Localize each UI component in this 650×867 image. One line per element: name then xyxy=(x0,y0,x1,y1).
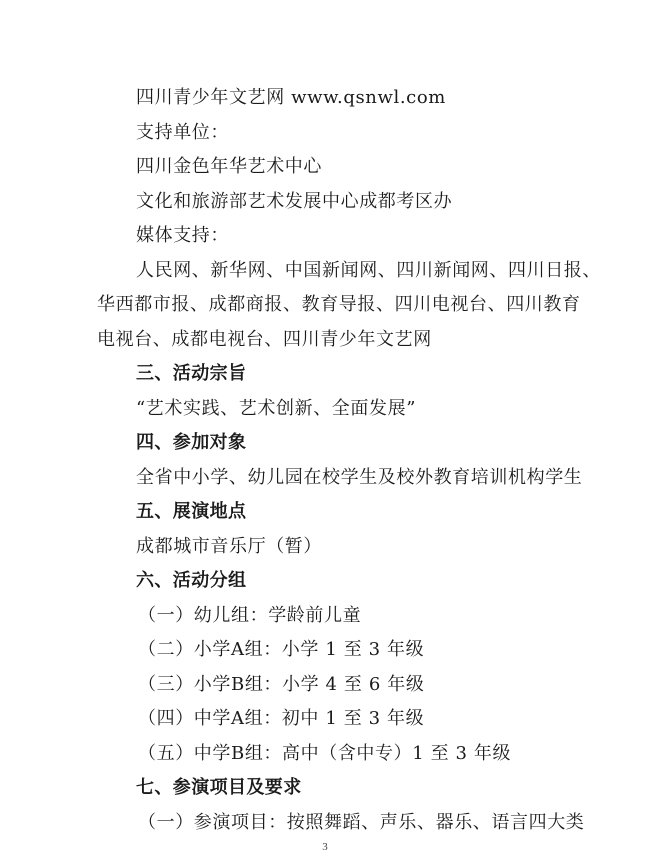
group-item-2: （二）小学A组：小学 1 至 3 年级 xyxy=(138,639,425,660)
media-list-line-3: 电视台、成都电视台、四川青少年文艺网 xyxy=(97,329,432,350)
group-item-5: （五）中学B组：高中（含中专）1 至 3 年级 xyxy=(138,743,512,764)
group-item-4: （四）中学A组：初中 1 至 3 年级 xyxy=(138,708,425,729)
group-item-1: （一）幼儿组：学龄前儿童 xyxy=(138,605,362,626)
participants-text: 全省中小学、幼儿园在校学生及校外教育培训机构学生 xyxy=(136,467,583,488)
section-heading-participants: 四、参加对象 xyxy=(136,432,247,453)
media-list-line-1: 人民网、新华网、中国新闻网、四川新闻网、四川日报、 xyxy=(136,260,601,281)
support-units-label: 支持单位： xyxy=(136,122,229,143)
section-heading-venue: 五、展演地点 xyxy=(136,501,247,522)
group-item-3: （三）小学B组：小学 4 至 6 年级 xyxy=(138,674,425,695)
support-unit-2: 文化和旅游部艺术发展中心成都考区办 xyxy=(136,191,453,212)
media-support-label: 媒体支持： xyxy=(136,225,229,246)
support-unit-1: 四川金色年华艺术中心 xyxy=(136,156,322,177)
media-list-line-2: 华西都市报、成都商报、教育导报、四川电视台、四川教育 xyxy=(97,294,581,315)
projects-item-1: （一）参演项目：按照舞蹈、声乐、器乐、语言四大类 xyxy=(138,812,585,833)
section-heading-groups: 六、活动分组 xyxy=(136,570,247,591)
section-heading-projects: 七、参演项目及要求 xyxy=(136,777,302,798)
section-heading-purpose: 三、活动宗旨 xyxy=(136,363,247,384)
venue-text: 成都城市音乐厅（暂） xyxy=(136,536,322,557)
purpose-text: “艺术实践、艺术创新、全面发展” xyxy=(136,398,417,419)
organizer-website: 四川青少年文艺网 www.qsnwl.com xyxy=(136,87,446,108)
page-number: 3 xyxy=(322,841,328,853)
